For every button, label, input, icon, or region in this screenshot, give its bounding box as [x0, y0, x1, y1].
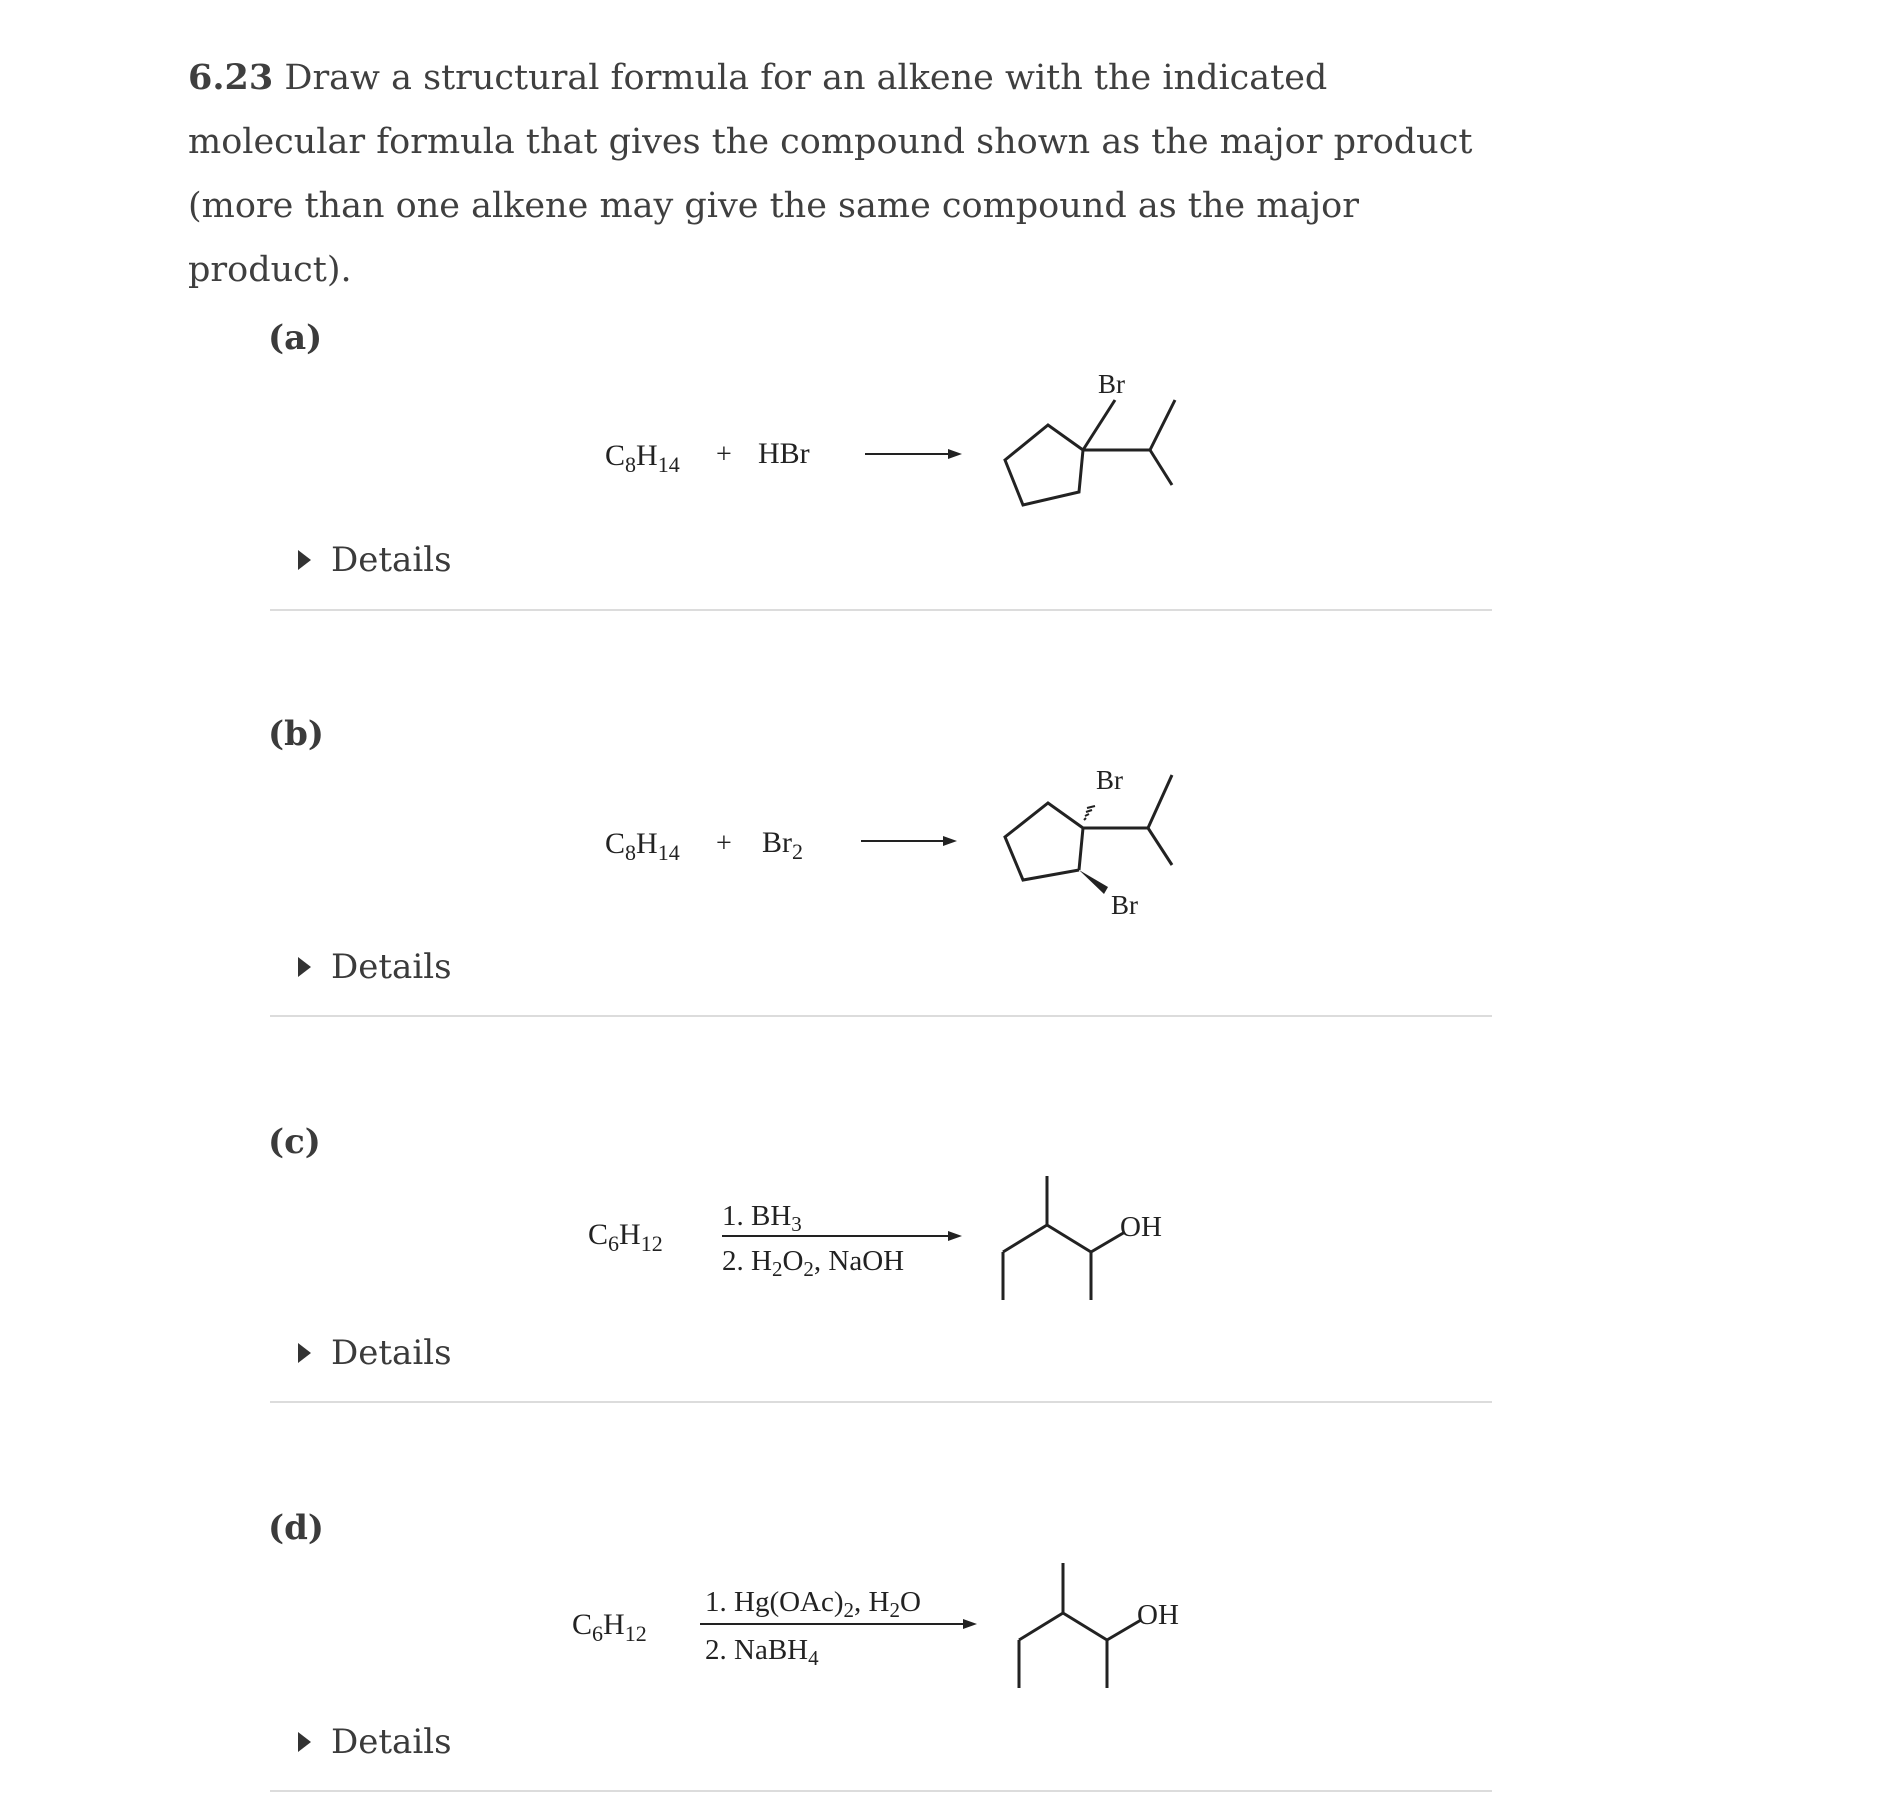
product-d-oh: OH	[1137, 1599, 1179, 1631]
caret-right-icon	[298, 550, 311, 570]
product-c-oh: OH	[1120, 1211, 1162, 1243]
part-c-label: (c)	[268, 1122, 321, 1162]
divider-d	[270, 1790, 1492, 1792]
plus-a: +	[716, 439, 732, 470]
product-b-br-bottom: Br	[1111, 890, 1138, 920]
details-label-d: Details	[331, 1722, 452, 1762]
scheme-d	[572, 1563, 1179, 1688]
divider-b	[270, 1015, 1492, 1017]
arrow-d	[700, 1619, 977, 1629]
details-toggle-c[interactable]	[298, 1333, 452, 1373]
reactant-d: $C_6H_{12}$	[572, 1608, 647, 1646]
plus-b: +	[716, 828, 732, 859]
part-d-label: (d)	[268, 1508, 324, 1548]
reagent-b: $Br_2$	[762, 826, 803, 864]
product-b-br-top: Br	[1096, 765, 1123, 795]
details-toggle-b[interactable]	[298, 947, 452, 987]
reagent-a: HBr	[758, 437, 810, 470]
details-toggle-d[interactable]	[298, 1722, 452, 1762]
details-label-b: Details	[331, 947, 452, 987]
product-a-structure	[1005, 400, 1175, 505]
scheme-b	[605, 765, 1172, 920]
part-a-label: (a)	[268, 318, 323, 358]
condition-c-1: 1. $BH_3$	[722, 1200, 802, 1236]
arrow-a	[865, 449, 962, 459]
divider-a	[270, 609, 1492, 611]
details-label-c: Details	[331, 1333, 452, 1373]
arrow-b	[861, 836, 957, 846]
reactant-b: $C_8H_{14}$	[605, 827, 680, 865]
condition-d-1: 1. $Hg(OAc)_2$, $H_2O$	[705, 1586, 921, 1622]
reactant-a-text: $C_8H_{14}$	[605, 439, 680, 477]
problem-number: 6.23	[188, 57, 274, 98]
solid-wedge-b	[1079, 870, 1108, 894]
product-b-structure	[1005, 775, 1172, 880]
reactant-c: $C_6H_{12}$	[588, 1218, 663, 1256]
details-toggle-a[interactable]	[298, 540, 452, 580]
caret-right-icon	[298, 1343, 311, 1363]
problem-text: Draw a structural formula for an alkene with the indicated molecular formula that gives the compound shown as the major product (more than one alkene may give the same compound as the major product).	[188, 58, 1473, 290]
condition-d-2: 2. NaBH$_4$	[705, 1634, 819, 1670]
scheme-c	[588, 1176, 1162, 1300]
condition-c-2: 2. $H_2O_2$, NaOH	[722, 1245, 905, 1281]
product-a-br: Br	[1098, 369, 1125, 399]
product-c-structure	[1003, 1176, 1125, 1300]
caret-right-icon	[298, 957, 311, 977]
part-b-label: (b)	[268, 714, 324, 754]
hashed-wedge-b	[1084, 806, 1095, 820]
problem-statement	[188, 46, 1508, 302]
caret-right-icon	[298, 1732, 311, 1752]
scheme-a	[605, 369, 1175, 505]
product-d-structure	[1019, 1563, 1141, 1688]
details-label-a: Details	[331, 540, 452, 580]
reactant-a	[605, 439, 680, 477]
divider-c	[270, 1401, 1492, 1403]
arrow-c	[722, 1231, 962, 1241]
